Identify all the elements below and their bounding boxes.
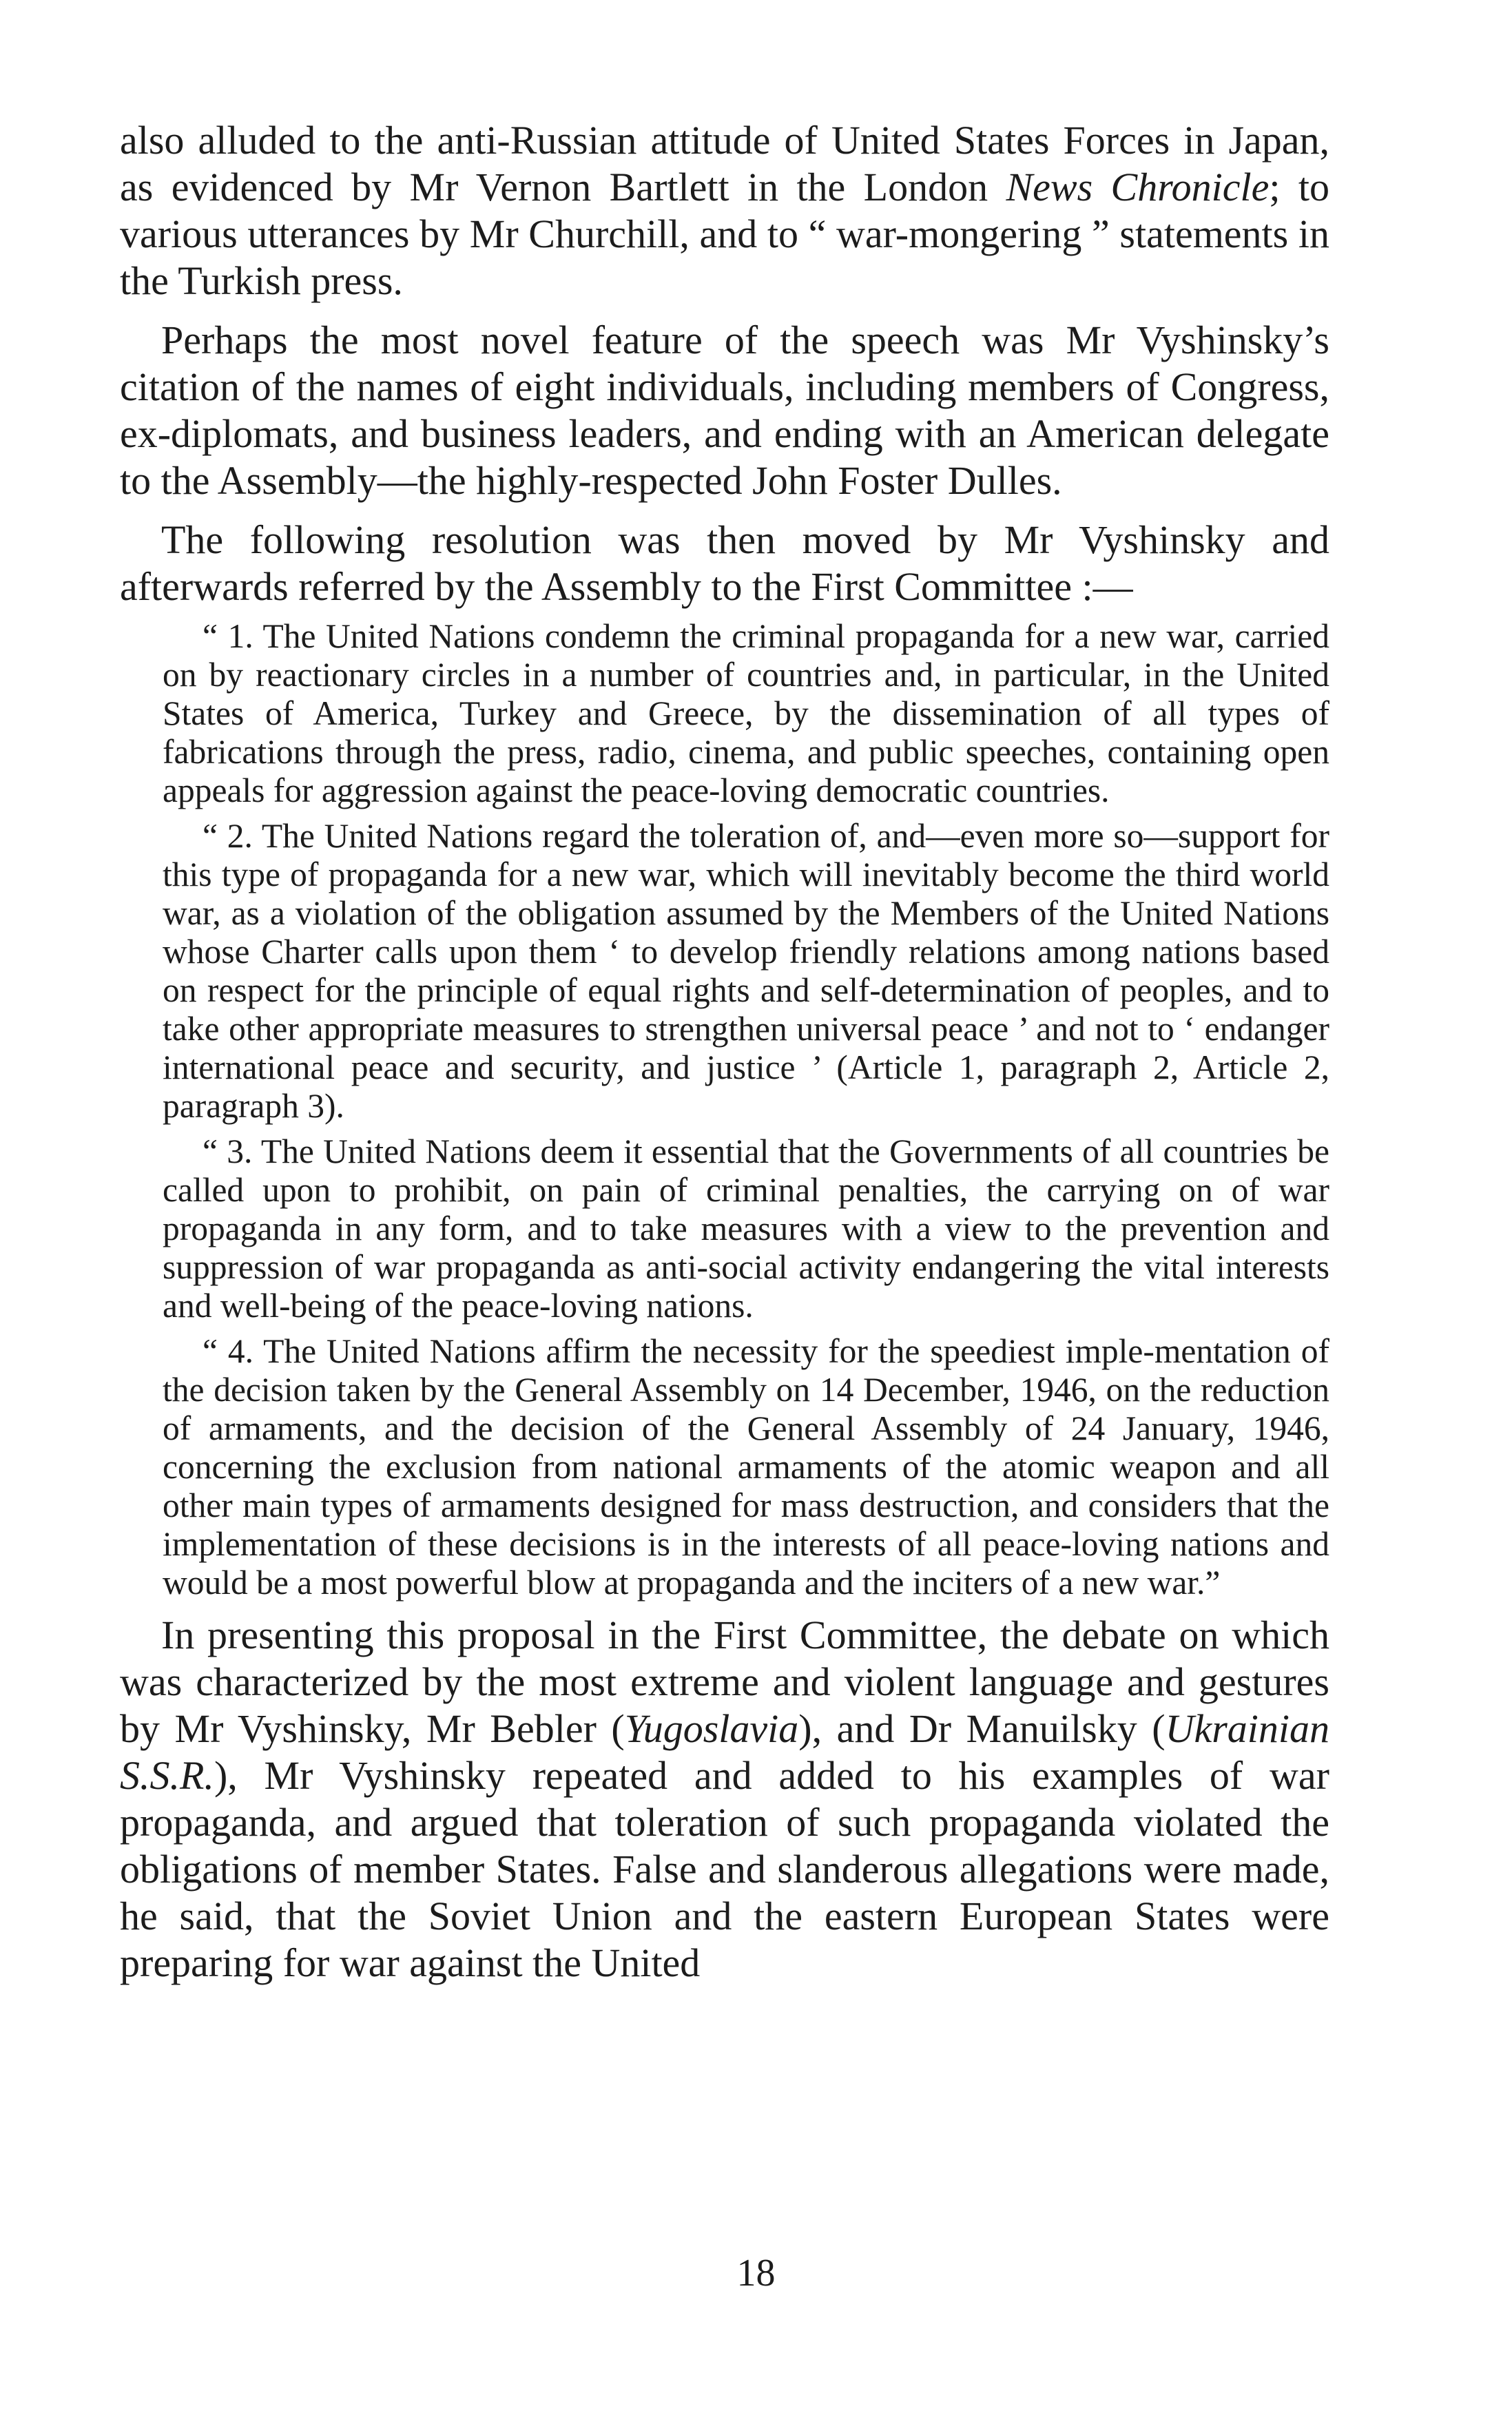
resolution-clause-3: “ 3. The United Nations deem it essential that the Governments of all countries be called upon to prohibit, on pain of criminal penalties, the carrying on of war propaganda in any form, and to take measures with a view to the prevention and suppression of war propaganda as anti-social activity endangering the vital interests and well-being of the peace-loving nations. [163, 1132, 1329, 1325]
newspaper-title: News Chronicle [1006, 165, 1270, 209]
resolution-clause-4: “ 4. The United Nations affirm the necessity for the speediest imple-mentation of the decision taken by the General Assembly on 14 December, 1946, on the reduction of armaments, and the decision of the General Assembly of 24 January, 1946, concerning the exclusion from national armaments of the atomic weapon and all other main types of armaments designed for mass destruction, and considers that the implementation of these decisions is in the interests of all peace-loving nations and would be a most powerful blow at propaganda and the inciters of a new war.” [163, 1332, 1329, 1602]
country-name: Yugoslavia [624, 1706, 799, 1751]
paragraph-continuation [120, 117, 1329, 304]
page-number: 18 [736, 2252, 776, 2294]
paragraph-resolution-intro: The following resolution was then moved by Mr Vyshinsky and afterwards referred by the Assembly to the First Committee :— [120, 517, 1329, 609]
paragraph-text: ), Mr Vyshinsky repeated and added to his examples of war propaganda, and argued that toleration of such propaganda violated the obligations of member States. False and slanderous allegations were made, he said, that the Soviet Union and the eastern European States were preparing for war against the United [120, 1753, 1329, 1985]
country-name: Ukrainian S.S.R. [120, 1706, 1330, 1798]
resolution-quote [163, 617, 1329, 1602]
resolution-clause-1: “ 1. The United Nations condemn the criminal propaganda for a new war, carried on by reactionary circles in a number of countries and, in particular, in the United States of America, Turkey and Greece, by the dissemination of all types of fabrications through the press, radio, cinema, and public speeches, containing open appeals for aggression against the peace-loving democratic countries. [163, 617, 1329, 809]
paragraph-first-committee [120, 1612, 1329, 1987]
paragraph-text: ; to various utterances by Mr Churchill, and to “ war-mongering ” statements in the Turkish press. [120, 165, 1329, 303]
paragraph-speech-feature: Perhaps the most novel feature of the speech was Mr Vyshinsky’s citation of the names of eight individuals, including members of Congress, ex-diplomats, and business leaders, and ending with an American delegate to the Assembly—the highly-respected John Foster Dulles. [120, 318, 1329, 503]
paragraph-text: also alluded to the anti-Russian attitude of United States Forces in Japan, as evidenced by Mr Vernon Bartlett in the London [120, 118, 1329, 209]
paragraph-text: ), and Dr Manuilsky ( [798, 1706, 1166, 1751]
resolution-clause-2: “ 2. The United Nations regard the toleration of, and—even more so—support for this type of propaganda for a new war, which will inevitably become the third world war, as a violation of the obligation assumed by the Members of the United Nations whose Charter calls upon them ‘ to develop friendly relations among nations based on respect for the principle of equal rights and self-determination of peoples, and to take other appropriate measures to strengthen universal peace ’ and not to ‘ endanger international peace and security, and justice ’ (Article 1, paragraph 2, Article 2, paragraph 3). [163, 817, 1329, 1125]
paragraph-text: In presenting this proposal in the First Committee, the debate on which was characterized by the most extreme and violent language and gestures by Mr Vyshinsky, Mr Bebler ( [120, 1613, 1329, 1751]
document-page [120, 117, 1329, 1987]
